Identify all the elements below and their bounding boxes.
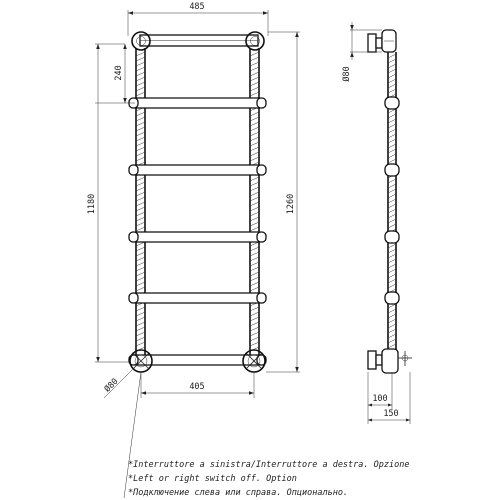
twist-stroke — [250, 142, 259, 146]
twist-stroke — [388, 89, 396, 93]
side-node — [385, 292, 399, 304]
twist-stroke — [250, 52, 259, 56]
twist-stroke — [250, 147, 259, 151]
twist-stroke — [388, 69, 396, 73]
side-offset-inner: 100 — [372, 394, 388, 404]
side-node — [385, 97, 399, 109]
rung — [129, 98, 266, 108]
twist-stroke — [136, 192, 145, 196]
rung-right-knob — [257, 165, 266, 175]
twist-stroke — [136, 197, 145, 201]
twist-stroke — [388, 79, 396, 83]
rung-right-knob — [257, 98, 266, 108]
twist-stroke — [136, 132, 145, 136]
twist-stroke — [136, 337, 145, 341]
twist-stroke — [388, 159, 396, 163]
twist-stroke — [388, 124, 396, 128]
twist-stroke — [136, 52, 145, 56]
twist-stroke — [250, 332, 259, 336]
twist-stroke — [136, 272, 145, 276]
side-bottom-valve — [368, 349, 412, 373]
twist-stroke — [136, 287, 145, 291]
twist-stroke — [250, 92, 259, 96]
side-top-bracket — [368, 30, 396, 52]
twist-stroke — [388, 209, 396, 213]
twist-stroke — [136, 67, 145, 71]
twist-stroke — [250, 202, 259, 206]
twist-stroke — [250, 262, 259, 266]
notes — [128, 460, 409, 498]
twist-stroke — [388, 84, 396, 88]
twist-stroke — [388, 194, 396, 198]
twist-stroke — [136, 112, 145, 116]
twist-stroke — [136, 142, 145, 146]
twist-stroke — [388, 274, 396, 278]
twist-stroke — [250, 337, 259, 341]
dim-rung-pitch: 240 — [114, 65, 124, 81]
twist-stroke — [250, 267, 259, 271]
twist-stroke — [250, 67, 259, 71]
rung-left-knob — [129, 293, 138, 303]
twist-stroke — [388, 219, 396, 223]
twist-stroke — [388, 254, 396, 258]
twist-stroke — [136, 87, 145, 91]
twist-stroke — [388, 344, 396, 348]
twist-stroke — [388, 334, 396, 338]
twist-stroke — [388, 139, 396, 143]
twist-stroke — [250, 307, 259, 311]
twist-stroke — [250, 287, 259, 291]
twist-stroke — [136, 212, 145, 216]
twist-stroke — [250, 137, 259, 141]
twist-stroke — [250, 277, 259, 281]
twist-stroke — [388, 179, 396, 183]
twist-stroke — [388, 309, 396, 313]
rung-bar — [131, 232, 264, 242]
twist-stroke — [136, 252, 145, 256]
twist-stroke — [136, 322, 145, 326]
twist-stroke — [136, 57, 145, 61]
twist-stroke — [250, 187, 259, 191]
twist-stroke — [388, 259, 396, 263]
twist-stroke — [388, 319, 396, 323]
rungs — [129, 98, 266, 365]
twist-stroke — [136, 342, 145, 346]
twist-stroke — [250, 77, 259, 81]
twist-stroke — [250, 217, 259, 221]
note-english: *Left or right switch off. Option — [128, 474, 297, 484]
rung — [129, 355, 266, 365]
twist-stroke — [388, 204, 396, 208]
dim-width-top: 485 — [189, 2, 205, 12]
twist-stroke — [136, 312, 145, 316]
front-view — [129, 32, 266, 372]
twist-stroke — [136, 257, 145, 261]
rung — [129, 232, 266, 242]
twist-stroke — [136, 222, 145, 226]
twist-stroke — [250, 117, 259, 121]
twist-stroke — [388, 264, 396, 268]
twist-stroke — [388, 269, 396, 273]
rung-left-knob — [129, 232, 138, 242]
twist-stroke — [250, 247, 259, 251]
rung — [129, 293, 266, 303]
twist-stroke — [250, 87, 259, 91]
twist-stroke — [250, 327, 259, 331]
twist-stroke — [136, 77, 145, 81]
twist-stroke — [136, 262, 145, 266]
dim-connection-diameter: Ø80 — [102, 376, 121, 395]
twist-stroke — [136, 317, 145, 321]
twist-stroke — [250, 252, 259, 256]
rung-right-knob — [257, 293, 266, 303]
twist-stroke — [388, 129, 396, 133]
twist-stroke — [250, 112, 259, 116]
twist-stroke — [136, 152, 145, 156]
twist-stroke — [388, 224, 396, 228]
twist-stroke — [388, 144, 396, 148]
twist-stroke — [388, 244, 396, 248]
twist-stroke — [136, 157, 145, 161]
dim-bottom-width: 405 — [189, 382, 205, 392]
side-rung-nodes — [385, 97, 399, 304]
twist-stroke — [136, 117, 145, 121]
twist-stroke — [136, 72, 145, 76]
twist-stroke — [136, 177, 145, 181]
rung-left-knob — [129, 165, 138, 175]
twist-stroke — [250, 57, 259, 61]
dim-height-right: 1260 — [286, 193, 296, 215]
twist-stroke — [388, 189, 396, 193]
top-rail — [140, 35, 258, 46]
twist-stroke — [136, 327, 145, 331]
twist-stroke — [388, 54, 396, 58]
twist-stroke — [250, 82, 259, 86]
side-offset-outer: 150 — [383, 409, 399, 419]
note-italian: *Interruttore a sinistra/Interruttore a destra. Opzione — [128, 460, 410, 470]
side-bracket-diameter: Ø80 — [342, 66, 352, 82]
side-node — [385, 231, 399, 243]
twist-stroke — [388, 154, 396, 158]
twist-stroke — [136, 332, 145, 336]
twist-stroke — [250, 192, 259, 196]
rung-bar — [131, 165, 264, 175]
rung-bar — [131, 98, 264, 108]
twist-stroke — [136, 307, 145, 311]
rung-right-knob — [257, 232, 266, 242]
twist-stroke — [136, 202, 145, 206]
twist-stroke — [136, 127, 145, 131]
twist-stroke — [250, 312, 259, 316]
twist-stroke — [250, 152, 259, 156]
twist-stroke — [136, 282, 145, 286]
twist-stroke — [388, 134, 396, 138]
twist-stroke — [136, 62, 145, 66]
twist-stroke — [250, 62, 259, 66]
twist-stroke — [136, 92, 145, 96]
twist-stroke — [388, 64, 396, 68]
twist-stroke — [136, 277, 145, 281]
twist-stroke — [250, 282, 259, 286]
twist-stroke — [136, 207, 145, 211]
rung — [129, 165, 266, 175]
twist-stroke — [250, 272, 259, 276]
twist-stroke — [250, 122, 259, 126]
twist-stroke — [136, 217, 145, 221]
twist-stroke — [250, 257, 259, 261]
twist-stroke — [388, 324, 396, 328]
twist-stroke — [136, 82, 145, 86]
twist-stroke — [388, 339, 396, 343]
twist-stroke — [250, 342, 259, 346]
twist-stroke — [388, 329, 396, 333]
dim-height-left: 1180 — [87, 193, 97, 215]
twist-stroke — [250, 317, 259, 321]
twist-stroke — [136, 122, 145, 126]
twist-stroke — [250, 177, 259, 181]
twist-stroke — [136, 147, 145, 151]
twist-stroke — [250, 72, 259, 76]
side-node — [385, 164, 399, 176]
twist-stroke — [136, 137, 145, 141]
twist-stroke — [388, 149, 396, 153]
twist-stroke — [136, 187, 145, 191]
twist-stroke — [250, 322, 259, 326]
note-russian: *Подключение слева или справа. Опционально. — [128, 488, 349, 498]
twist-stroke — [388, 119, 396, 123]
twist-stroke — [250, 197, 259, 201]
twist-stroke — [388, 184, 396, 188]
twist-stroke — [388, 114, 396, 118]
twist-stroke — [136, 267, 145, 271]
twist-stroke — [136, 247, 145, 251]
twist-stroke — [388, 279, 396, 283]
twist-stroke — [388, 249, 396, 253]
front-dimensions — [87, 2, 300, 498]
twist-stroke — [250, 207, 259, 211]
twist-stroke — [250, 182, 259, 186]
post-twist-pattern — [136, 52, 259, 351]
twist-stroke — [388, 59, 396, 63]
rung-bar — [131, 293, 264, 303]
twist-stroke — [388, 314, 396, 318]
twist-stroke — [136, 227, 145, 231]
twist-stroke — [388, 284, 396, 288]
twist-stroke — [250, 212, 259, 216]
twist-stroke — [250, 222, 259, 226]
twist-stroke — [250, 127, 259, 131]
twist-stroke — [388, 214, 396, 218]
twist-stroke — [388, 74, 396, 78]
side-view — [368, 30, 412, 373]
twist-stroke — [250, 227, 259, 231]
twist-stroke — [388, 199, 396, 203]
twist-stroke — [136, 182, 145, 186]
twist-stroke — [250, 157, 259, 161]
twist-stroke — [250, 132, 259, 136]
